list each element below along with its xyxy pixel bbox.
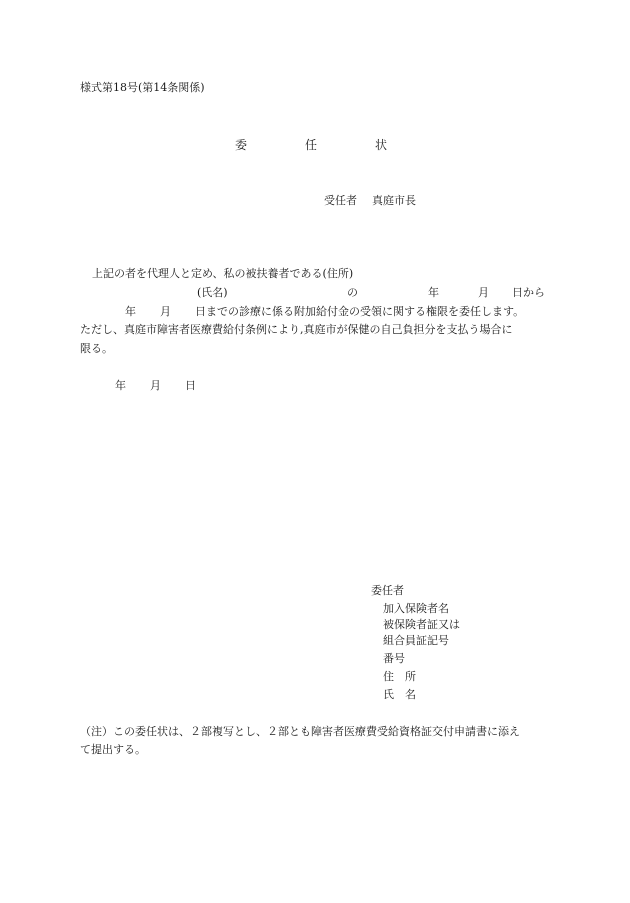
note-line-2: て提出する。 [80,743,146,756]
date-month: 月 [150,379,161,392]
body-end-month: 月 [160,305,171,318]
body-end-year: 年 [125,305,136,318]
body-start-month: 月 [478,286,489,299]
title-char-3: 状 [375,138,388,152]
delegator-insurer-name: 加入保険者名 [383,602,449,615]
body-line-4: ただし、真庭市障害者医療費給付条例により,真庭市が保健の自己負担分を支払う場合に [80,323,513,336]
date-year: 年 [115,379,126,392]
body-no: の [347,286,358,299]
title-char-1: 委 [235,138,248,152]
body-start-day-kara: 日から [512,286,545,299]
note-line-1: （注）この委任状は、２部複写とし、２部とも障害者医療費受給資格証交付申請書に添え [80,725,520,738]
recipient-name: 真庭市長 [372,194,416,207]
body-line-3-rest: 日までの診療に係る附加給付金の受領に関する権限を委任します。 [195,305,525,318]
delegator-card-line-1: 被保険者証又は [383,618,460,631]
delegator-number: 番号 [383,652,405,665]
delegator-address: 住 所 [383,670,416,683]
body-start-year: 年 [428,286,439,299]
form-label: 様式第18号(第14条関係) [80,81,205,94]
delegator-card-line-2: 組合員証記号 [383,634,449,647]
title-char-2: 任 [305,138,318,152]
body-line-5: 限る。 [80,342,113,355]
date-day: 日 [185,379,196,392]
delegator-title: 委任者 [371,584,404,597]
recipient-label: 受任者 [324,194,357,207]
delegator-name: 氏 名 [383,688,416,701]
body-line-1: 上記の者を代理人と定め、私の被扶養者である(住所) [92,267,354,280]
body-shimei-label: (氏名) [197,286,228,299]
